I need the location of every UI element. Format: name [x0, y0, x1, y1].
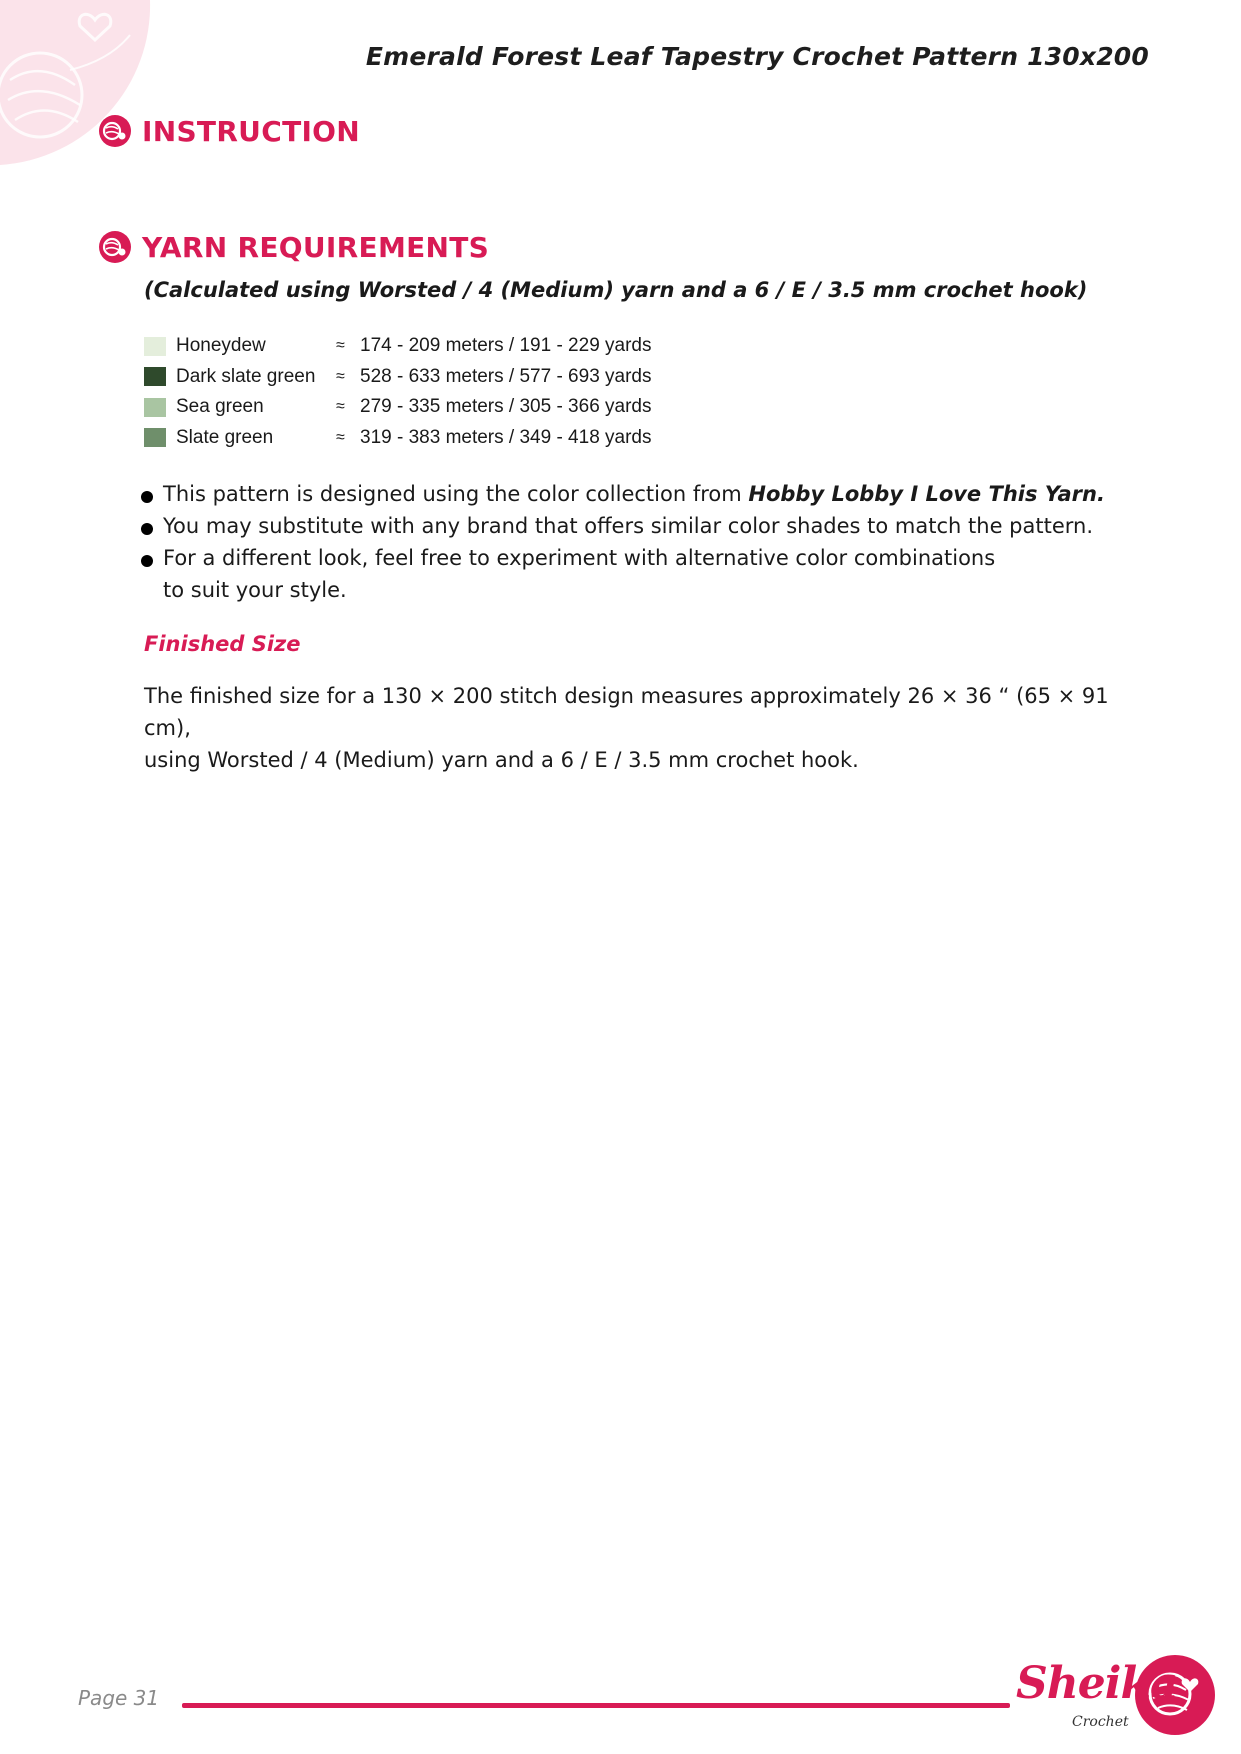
- yarn-amount: 528 - 633 meters / 577 - 693 yards: [360, 365, 652, 387]
- yarn-row: [144, 331, 652, 362]
- yarn-requirements-heading-text: YARN REQUIREMENTS: [142, 230, 490, 264]
- list-item: [140, 478, 1150, 510]
- notes-list: [140, 478, 1150, 606]
- yarn-color-name: Honeydew: [176, 335, 266, 357]
- approx-symbol: ≈: [336, 398, 345, 416]
- instruction-heading-text: INSTRUCTION: [142, 114, 361, 148]
- yarn-color-name: Dark slate green: [176, 365, 316, 387]
- approx-symbol: ≈: [336, 367, 345, 385]
- list-item: [140, 542, 1150, 606]
- yarn-calculation-note: (Calculated using Worsted / 4 (Medium) yarn and a 6 / E / 3.5 mm crochet hook): [144, 278, 1088, 302]
- yarn-ball-icon: [98, 114, 132, 148]
- logo-subtitle: Crochet: [1072, 1714, 1129, 1730]
- yarn-row: [144, 423, 652, 454]
- finished-size-text: [144, 680, 1154, 776]
- approx-symbol: ≈: [336, 428, 345, 446]
- yarn-brand: Hobby Lobby I Love This Yarn.: [748, 482, 1105, 506]
- color-swatch: [144, 337, 166, 356]
- page-number: Page 31: [78, 1686, 160, 1710]
- approx-symbol: ≈: [336, 337, 345, 355]
- yarn-row: [144, 362, 652, 393]
- yarn-amount: 279 - 335 meters / 305 - 366 yards: [360, 396, 652, 418]
- bullet-icon: [141, 523, 153, 535]
- note-text-line2: to suit your style.: [163, 578, 347, 602]
- yarn-requirements-heading: [98, 230, 489, 264]
- color-swatch: [144, 428, 166, 447]
- brand-logo: [1010, 1652, 1220, 1742]
- footer-divider: [182, 1703, 1010, 1708]
- note-text: This pattern is designed using the color collection from: [163, 482, 749, 506]
- bullet-icon: [141, 491, 153, 503]
- finished-size-heading: Finished Size: [144, 632, 301, 656]
- note-text-line1: For a different look, feel free to experiment with alternative color combinations: [163, 546, 996, 570]
- logo-wordmark: Sheika: [1016, 1658, 1178, 1709]
- yarn-amount: 319 - 383 meters / 349 - 418 yards: [360, 426, 652, 448]
- yarn-color-name: Sea green: [176, 396, 264, 418]
- color-swatch: [144, 367, 166, 386]
- yarn-ball-icon: [98, 230, 132, 264]
- finished-size-line1: The finished size for a 130 × 200 stitch design measures approximately 26 × 36 “ (65 × 91 cm),: [144, 684, 1109, 740]
- yarn-table: [144, 331, 652, 453]
- bullet-icon: [141, 555, 153, 567]
- instruction-heading: [98, 114, 360, 148]
- note-text: You may substitute with any brand that offers similar color shades to match the pattern.: [163, 514, 1093, 538]
- yarn-color-name: Slate green: [176, 426, 274, 448]
- finished-size-line2: using Worsted / 4 (Medium) yarn and a 6 / E / 3.5 mm crochet hook.: [144, 748, 859, 772]
- list-item: [140, 510, 1150, 542]
- yarn-amount: 174 - 209 meters / 191 - 229 yards: [360, 335, 652, 357]
- document-title: Emerald Forest Leaf Tapestry Crochet Pattern 130x200: [365, 42, 1149, 71]
- color-swatch: [144, 398, 166, 417]
- yarn-row: [144, 392, 652, 423]
